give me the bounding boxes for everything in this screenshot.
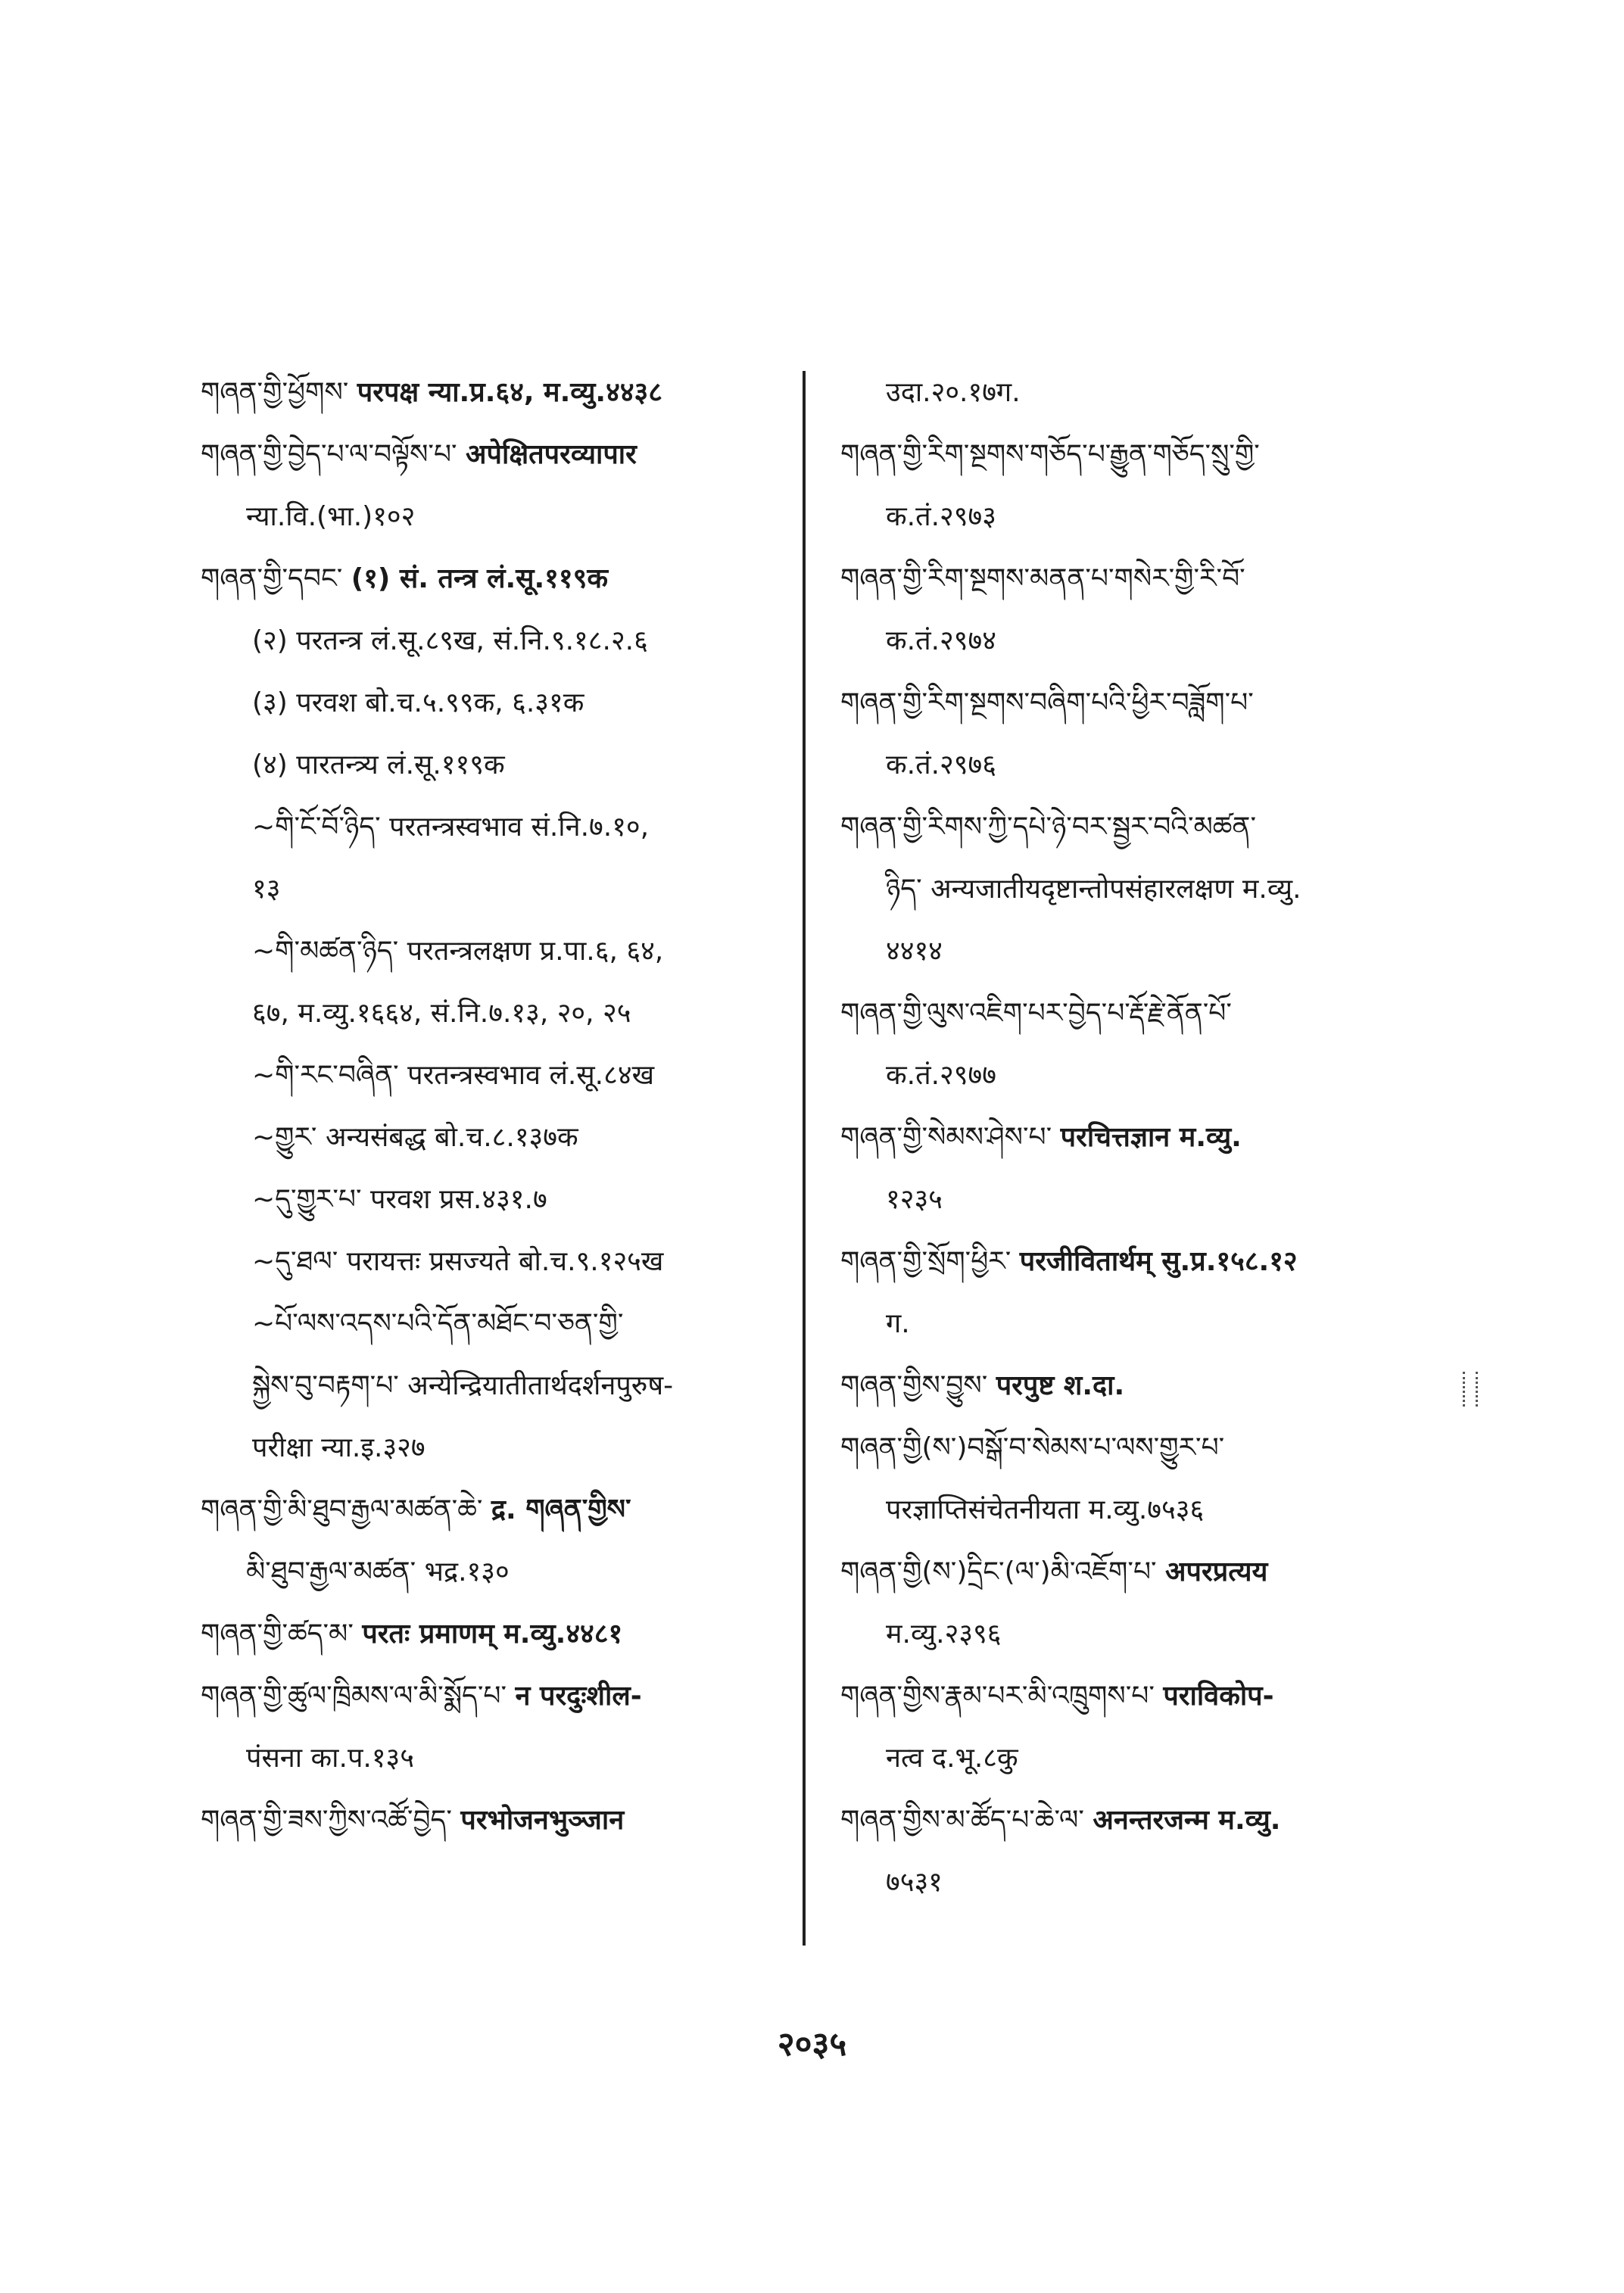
entry-headword: གཞན་གྱིས་མ་ཚོད་པ་ཆེ་ལ་ [840,1805,1084,1836]
dictionary-entry [840,1231,1446,1293]
entry-continuation: म.व्यु.२३९६ [886,1618,1002,1650]
entry-subsense: ~དུ་ཐལ་ परायत्तः प्रसज्यते बो.च.९.१२५ख [252,1246,664,1277]
entry-definition: परतः प्रमाणम् म.व्यु.४४८१ [362,1618,623,1650]
dictionary-entry [201,424,799,486]
entry-definition: परजीवितार्थम् सु.प्र.१५८.१२ [1019,1246,1298,1277]
entry-headword: གཞན་གྱི་རིག་སྔགས་མནན་པ་གསེར་གྱི་རི་བོ་ [840,563,1245,594]
entry-headword: གཞན་གྱི་སེམས་ཤེས་པ་ [840,1122,1052,1153]
entry-definition: पराविकोप- [1163,1681,1274,1712]
entry-subsense: ~གི་མཚན་ཉིད་ परतन्त्रलक्षण प्र.पा.६, ६४, [252,936,664,967]
entry-continuation: क.तं.२९७६ [886,749,996,780]
entry-continuation: क.तं.२९७३ [886,501,996,532]
entry-headword: གཞན་གྱི་རིགས་ཀྱི་དཔེ་ཉེ་བར་སྦྱར་བའི་མཚན་ [840,812,1257,843]
entry-continuation: नत्व द.भू.८कु [886,1743,1018,1774]
left-column [201,362,799,1852]
entry-headword: གཞན་གྱིས་བྱུས་ [840,1370,988,1401]
entry-definition: (१) सं. तन्त्र लं.सू.११९क [351,563,608,594]
entry-continuation: १२३५ [886,1184,943,1215]
column-divider [803,371,806,1946]
dictionary-entry [840,1107,1446,1169]
entry-headword: གཞན་གྱི་སྲོག་ཕྱིར་ [840,1246,1011,1277]
dictionary-entry [840,796,1446,858]
dictionary-entry [840,1417,1446,1479]
entry-definition: परपुष्ट श.दा. [996,1370,1125,1401]
entry-headword: གཞན་གྱི་ལུས་འཇིག་པར་བྱེད་པ་རྡོ་རྗེ་ནོན་པོ་ [840,998,1232,1029]
dictionary-entry [840,1541,1446,1603]
entry-headword: གཞན་གྱི་བྱེད་པ་ལ་བལྟོས་པ་ [201,439,457,470]
entry-continuation: न्या.वि.(भा.)१०२ [246,501,416,532]
entry-subsense: ६७, म.व्यु.१६६४, सं.नि.७.१३, २०, २५ [252,998,631,1029]
entry-subsense: (४) पारतन्त्र्य लं.सू.११९क [252,749,505,780]
entry-continuation: उदा.२०.१७ग. [886,377,1021,408]
dictionary-entry [201,1603,799,1665]
entry-headword: གཞན་གྱིས་རྣམ་པར་མི་འཁྲུགས་པ་ [840,1681,1155,1712]
margin-mark [1463,1372,1478,1407]
entry-headword: གཞན་གྱི་རིག་སྔགས་བཞིག་པའི་ཕྱིར་བཟློག་པ་ [840,687,1254,718]
entry-headword: གཞན་གྱི་ཕྱོགས་ [201,377,349,408]
dictionary-entry [840,1355,1446,1417]
right-column [840,362,1446,1914]
entry-headword: གཞན་གྱི(ས་)དྲིང་(ལ་)མི་འཇོག་པ་ [840,1556,1157,1587]
entry-subsense: ~གྱུར་ अन्यसंबद्ध बो.च.८.१३७क [252,1122,578,1153]
entry-headword: གཞན་གྱི་རིག་སྔགས་གཅོད་པ་རྒྱུན་གཅོད་སྲུ་གྱི་ [840,439,1260,470]
entry-headword: གཞན་གྱི་ཚུལ་ཁྲིམས་ལ་མི་སྨོད་པ་ [201,1681,507,1712]
entry-definition: परभोजनभुञ्जान [460,1805,625,1836]
dictionary-entry [840,548,1446,610]
entry-headword: གཞན་གྱི་ཚད་མ་ [201,1618,354,1650]
dictionary-entry [840,1665,1446,1728]
entry-continuation: ཉིད་ अन्यजातीयदृष्टान्तोपसंहारलक्षण म.व्यु. [886,874,1301,905]
entry-subsense: ~དུ་གྱུར་པ་ परवश प्रस.४३१.७ [252,1184,547,1215]
entry-definition: अपरप्रत्यय [1165,1556,1268,1587]
entry-definition: अपेक्षितपरव्यापार [466,439,637,470]
entry-definition: अनन्तरजन्म म.व्यु. [1093,1805,1281,1836]
entry-subsense: ~པོ་ལས་འདས་པའི་དོན་མཐོང་བ་ཅན་གྱི་ [252,1308,624,1339]
entry-continuation: ७५३१ [886,1867,943,1898]
entry-subsense: (३) परवश बो.च.५.९९क, ६.३१क [252,687,584,718]
entry-headword: གཞན་གྱི་ཟས་ཀྱིས་འཚོ་བྱེད་ [201,1805,452,1836]
entry-headword: གཞན་གྱི་དབང་ [201,563,343,594]
entry-continuation: क.तं.२९७७ [886,1060,996,1091]
entry-definition: परचित्तज्ञान म.व्यु. [1060,1122,1242,1153]
dictionary-entry [840,672,1446,734]
entry-continuation: ग. [886,1308,910,1339]
entry-subsense: (२) परतन्त्र लं.सू.८९ख, सं.नि.९.१८.२.६ [252,625,648,656]
dictionary-entry [201,1665,799,1728]
entry-headword: གཞན་གྱི་མི་ཐུབ་རྒྱལ་མཚན་ཆེ་ [201,1494,483,1525]
entry-continuation: क.तं.२९७४ [886,625,996,656]
dictionary-entry [840,1790,1446,1852]
dictionary-entry [201,1479,799,1541]
entry-continuation: परज्ञाप्तिसंचेतनीयता म.व्यु.७५३६ [886,1494,1205,1525]
entry-headword: གཞན་གྱི(ས་)བསྒོ་བ་སེམས་པ་ལས་གྱུར་པ་ [840,1432,1225,1463]
dictionary-entry [840,424,1446,486]
dictionary-entry [201,1790,799,1852]
entry-subsense: སྐྱེས་བུ་བརྟག་པ་ अन्येन्द्रियातीतार्थदर्शनपुरुष- [252,1370,674,1401]
entry-subsense: परीक्षा न्या.इ.३२७ [252,1432,425,1463]
entry-definition: द्र. གཞན་གྱིས་ [491,1494,631,1525]
page-number: २०३५ [777,2025,847,2064]
dictionary-entry [201,548,799,610]
entry-continuation: མི་ཐུབ་རྒྱལ་མཚན་ भद्र.१३० [246,1556,510,1587]
entry-continuation: पंसना का.प.१३५ [246,1743,414,1774]
entry-subsense: १३ [252,874,281,905]
entry-subsense: ~གི་ངོ་བོ་ཉིད་ परतन्त्रस्वभाव सं.नि.७.१०, [252,812,650,843]
dictionary-entry [201,362,799,424]
dictionary-entry [840,983,1446,1045]
entry-continuation: ४४१४ [886,936,943,967]
entry-definition: न परदुःशील- [515,1681,642,1712]
entry-subsense: ~གི་རང་བཞིན་ परतन्त्रस्वभाव लं.सू.८४ख [252,1060,655,1091]
entry-definition: परपक्ष न्या.प्र.६४, म.व्यु.४४३८ [357,377,662,408]
